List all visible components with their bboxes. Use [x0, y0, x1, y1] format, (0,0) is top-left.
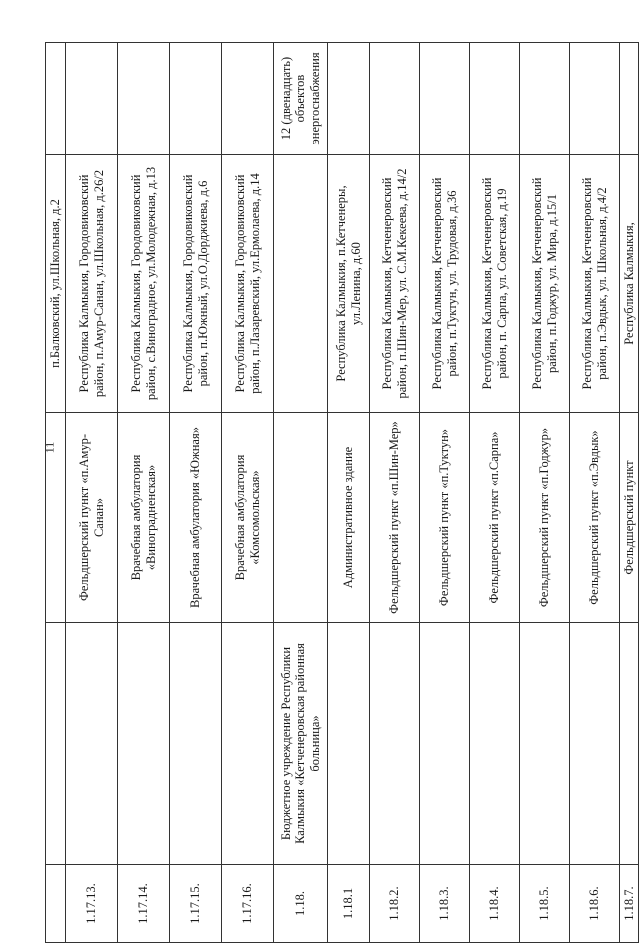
facility-name: Врачебная амбулатория «Комсомольская»	[222, 413, 274, 623]
object-count	[118, 43, 170, 155]
object-count	[370, 43, 420, 155]
object-count	[470, 43, 520, 155]
organization-cell	[520, 623, 570, 865]
organization-cell	[118, 623, 170, 865]
facility-address: Республика Калмыкия, Кетченеровский район, п.Годжур, ул. Мира, д.15/1	[520, 155, 570, 413]
row-number: 1.18.4.	[470, 865, 520, 943]
row-number: 1.17.14.	[118, 865, 170, 943]
row-number: 1.18.2.	[370, 865, 420, 943]
table-row	[222, 43, 274, 943]
row-number: 1.17.16.	[222, 865, 274, 943]
table-row	[118, 43, 170, 943]
row-number: 1.18.1	[328, 865, 370, 943]
page-number: 11	[42, 441, 57, 454]
row-number	[46, 865, 66, 943]
table-body	[46, 43, 639, 943]
facility-name: Фельдшерский пункт «п.Амур-Санан»	[66, 413, 118, 623]
row-number: 1.18.5.	[520, 865, 570, 943]
row-number: 1.17.13.	[66, 865, 118, 943]
facility-address	[274, 155, 328, 413]
facility-name: Фельдшерский пункт «п.Шин-Мер»	[370, 413, 420, 623]
facility-name: Административное здание	[328, 413, 370, 623]
facility-address: Республика Калмыкия, Кетченеровский район, п.Эвдык, ул. Школьная, д.4/2	[570, 155, 620, 413]
organization-cell	[328, 623, 370, 865]
facility-name: Фельдшерский пункт «п.Туктун»	[420, 413, 470, 623]
organization-cell	[570, 623, 620, 865]
object-count	[328, 43, 370, 155]
object-count	[620, 43, 639, 155]
facility-address: Республика Калмыкия,	[620, 155, 639, 413]
facility-address: Республика Калмыкия, п.Кетченеры, ул.Ленина, д.60	[328, 155, 370, 413]
object-count: 12 (двенадцать) объектов энергоснабжения	[274, 43, 328, 155]
organization-cell	[620, 623, 639, 865]
object-count	[66, 43, 118, 155]
table-row	[370, 43, 420, 943]
row-number: 1.18.6.	[570, 865, 620, 943]
facility-name: Фельдшерский пункт	[620, 413, 639, 623]
table-row	[420, 43, 470, 943]
rotated-table-wrapper	[45, 43, 636, 943]
facility-name: Фельдшерский пункт «п.Сарпа»	[470, 413, 520, 623]
facilities-table	[45, 42, 639, 943]
row-number: 1.18.7.	[620, 865, 639, 943]
table-row	[570, 43, 620, 943]
facility-name: Врачебная амбулатория «Южная»	[170, 413, 222, 623]
table-row	[66, 43, 118, 943]
organization-cell	[370, 623, 420, 865]
table-row	[328, 43, 370, 943]
facility-name	[274, 413, 328, 623]
facility-address: Республика Калмыкия, Кетченеровский район, п.Шин-Мер, ул. С.М.Кекеева, д.14/2	[370, 155, 420, 413]
table-row	[170, 43, 222, 943]
facility-address: Республика Калмыкия, Кетченеровский район, п.Туктун, ул. Трудовая, д.36	[420, 155, 470, 413]
table-row	[520, 43, 570, 943]
table-row	[46, 43, 66, 943]
facility-address: Республика Калмыкия, Кетченеровский район, п. Сарпа, ул. Советская, д.19	[470, 155, 520, 413]
row-number: 1.17.15.	[170, 865, 222, 943]
object-count	[46, 43, 66, 155]
facility-name: Фельдшерский пункт «п.Годжур»	[520, 413, 570, 623]
facility-address: Республика Калмыкия, Городовиковский район, п.Лазаревский, ул.Ермолаева, д.14	[222, 155, 274, 413]
table-row	[620, 43, 639, 943]
facility-name: Фельдшерский пункт «п.Эвдык»	[570, 413, 620, 623]
organization-cell: Бюджетное учреждение Республики Калмыкия «Кетченеровская районная больница»	[274, 623, 328, 865]
facility-name: Врачебная амбулатория «Виноградненская»	[118, 413, 170, 623]
row-number: 1.18.3.	[420, 865, 470, 943]
organization-cell	[222, 623, 274, 865]
object-count	[420, 43, 470, 155]
facility-address: п.Балковский, ул.Школьная, д.2	[46, 155, 66, 413]
facility-address: Республика Калмыкия, Городовиковский район, с.Виноградное, ул.Молодежная, д.13	[118, 155, 170, 413]
organization-cell	[470, 623, 520, 865]
facility-address: Республика Калмыкия, Городовиковский район, п.Амур-Санан, ул.Школьная, д.26/2	[66, 155, 118, 413]
organization-cell	[420, 623, 470, 865]
facility-address: Республика Калмыкия, Городовиковский район, п.Южный, ул.О.Дорджиева, д.6	[170, 155, 222, 413]
table-row	[274, 43, 328, 943]
object-count	[520, 43, 570, 155]
table-row	[470, 43, 520, 943]
facility-name	[46, 413, 66, 623]
object-count	[222, 43, 274, 155]
object-count	[570, 43, 620, 155]
object-count	[170, 43, 222, 155]
organization-cell	[66, 623, 118, 865]
organization-cell	[170, 623, 222, 865]
row-number: 1.18.	[274, 865, 328, 943]
organization-cell	[46, 623, 66, 865]
